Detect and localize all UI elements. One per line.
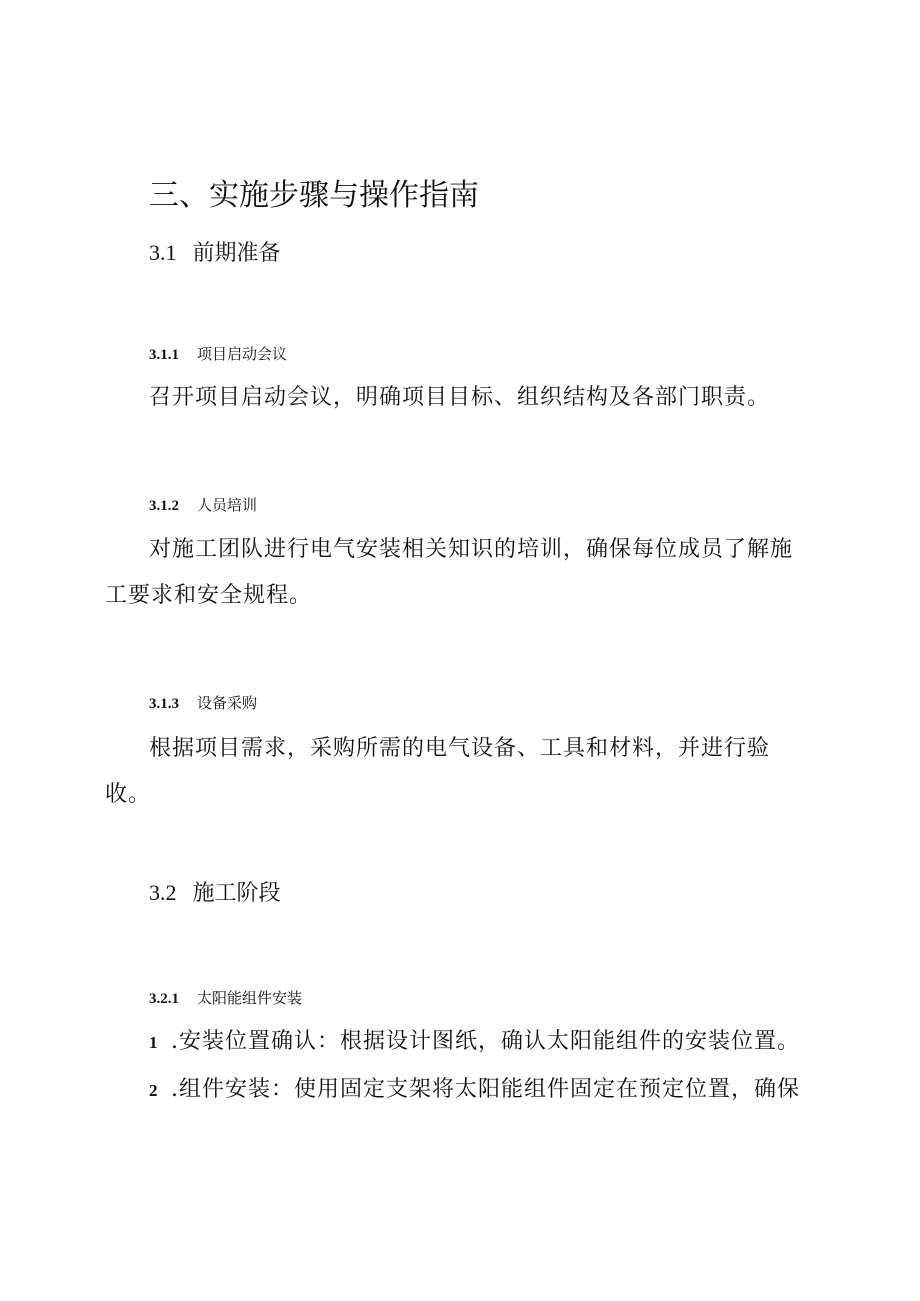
section-title: 三、实施步骤与操作指南: [149, 178, 479, 213]
item-title: 人员培训: [197, 496, 258, 514]
subsection-heading-3-2: [149, 878, 281, 909]
list-text: .安装位置确认：根据设计图纸，确认太阳能组件的安装位置。: [171, 1029, 800, 1054]
item-number: 3.2.1: [149, 991, 179, 1007]
item-heading-3-1-1: [149, 344, 287, 365]
list-index: 2: [149, 1081, 159, 1100]
paragraph-line: 收。: [105, 782, 152, 807]
item-title: 项目启动会议: [197, 345, 288, 363]
list-text: .组件安装：使用固定支架将太阳能组件固定在预定位置，确保: [171, 1077, 800, 1102]
list-item: [149, 1027, 800, 1058]
item-number: 3.1.3: [149, 696, 179, 712]
subsection-heading-3-1: [149, 238, 281, 269]
item-number: 3.1.2: [149, 498, 179, 514]
paragraph-line: 召开项目启动会议，明确项目目标、组织结构及各部门职责。: [149, 385, 771, 410]
item-number: 3.1.1: [149, 347, 179, 363]
item-title: 设备采购: [197, 694, 258, 712]
subsection-title: 前期准备: [192, 241, 281, 266]
paragraph-line: 工要求和安全规程。: [105, 583, 313, 608]
paragraph-line: 对施工团队进行电气安装相关知识的培训，确保每位成员了解施: [149, 537, 794, 562]
subsection-number: 3.1: [149, 240, 177, 265]
item-heading-3-1-3: [149, 693, 257, 714]
item-heading-3-1-2: [149, 495, 257, 516]
subsection-number: 3.2: [149, 880, 177, 905]
list-item: [149, 1075, 800, 1106]
paragraph-line: 根据项目需求，采购所需的电气设备、工具和材料，并进行验: [149, 736, 771, 761]
subsection-title: 施工阶段: [192, 881, 281, 906]
list-index: 1: [149, 1033, 159, 1052]
item-title: 太阳能组件安装: [197, 989, 303, 1007]
item-heading-3-2-1: [149, 988, 302, 1009]
